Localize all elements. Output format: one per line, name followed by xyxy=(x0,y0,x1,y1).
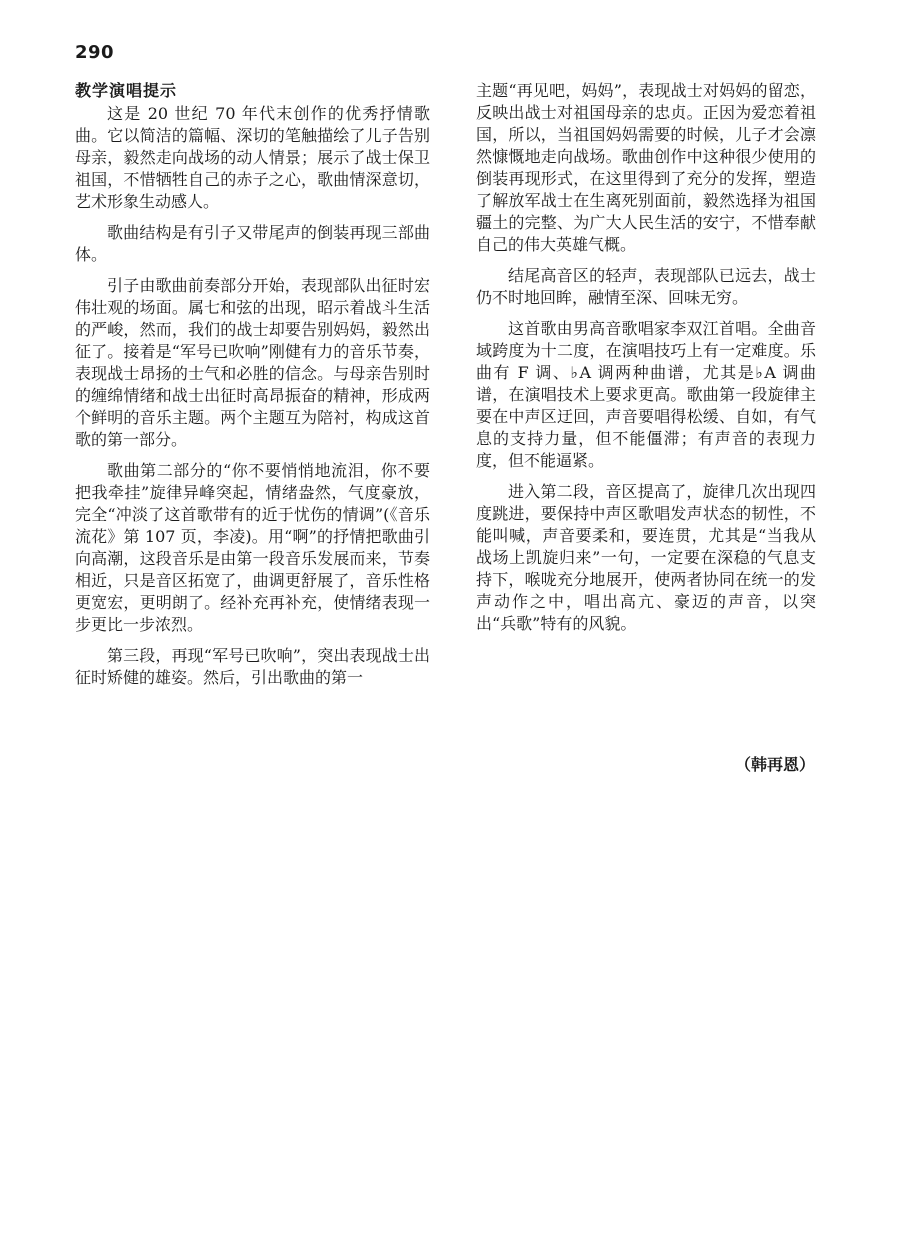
paragraph: 进入第二段，音区提高了，旋律几次出现四度跳进，要保持中声区歌唱发声状态的韧性，不能叫喊，声音要柔和，要连贯，尤其是“当我从战场上凯旋归来”一句，一定要在深稳的气息支持下，喉咙充分地展开，使两者协同在统一的发声动作之中，唱出高亢、豪迈的声音，以突出“兵歌”特有的风貌。 xyxy=(476,482,816,633)
paragraph: 这首歌由男高音歌唱家李双江首唱。全曲音域跨度为十二度，在演唱技巧上有一定难度。乐曲有 F 调、♭A 调两种曲谱，尤其是♭A 调曲谱，在演唱技术上要求更高。歌曲第一段旋律主要在中声区迂回，声音要唱得松缓、自如，有气息的支持力量，但不能僵滞；有声音的表现力度，但不能逼紧。 xyxy=(476,319,816,470)
paragraph: 歌曲结构是有引子又带尾声的倒装再现三部曲体。 xyxy=(75,223,430,264)
paragraph-continued: 主题“再见吧，妈妈”，表现战士对妈妈的留恋，反映出战士对祖国母亲的忠贞。正因为爱恋着祖国，所以，当祖国妈妈需要的时候，儿子才会凛然慷慨地走向战场。歌曲创作中这种很少使用的倒装再现形式，在这里得到了充分的发挥，塑造了解放军战士在生离死别面前，毅然选择为祖国疆土的完整、为广大人民生活的安宁，不惜奉献自己的伟大英雄气概。 xyxy=(476,81,816,254)
paragraph: 引子由歌曲前奏部分开始，表现部队出征时宏伟壮观的场面。属七和弦的出现，昭示着战斗生活的严峻，然而，我们的战士却要告别妈妈，毅然出征了。接着是“军号已吹响”刚健有力的音乐节奏，表现战士昂扬的士气和必胜的信念。与母亲告别时的缠绵情绪和战士出征时高昂振奋的精神，形成两个鲜明的音乐主题。两个主题互为陪衬，构成这首歌的第一部分。 xyxy=(75,276,430,449)
paragraph: 结尾高音区的轻声，表现部队已远去，战士仍不时地回眸，融情至深、回味无穷。 xyxy=(476,266,816,307)
paragraph: 这是 20 世纪 70 年代末创作的优秀抒情歌曲。它以简洁的篇幅、深切的笔触描绘了儿子告别母亲，毅然走向战场的动人情景；展示了战士保卫祖国，不惜牺牲自己的赤子之心，歌曲情深意切，艺术形象生动感人。 xyxy=(75,104,430,211)
paragraph: 歌曲第二部分的“你不要悄悄地流泪，你不要把我牵挂”旋律异峰突起，情绪盎然，气度豪放，完全“冲淡了这首歌带有的近于忧伤的情调”(《音乐流花》第 107 页，李凌)。用“啊”的抒情把歌曲引向高潮，这段音乐是由第一段音乐发展而来，节奏相近，只是音区拓宽了，曲调更舒展了，音乐性格更宽宏，更明朗了。经补充再补充，使情绪表现一步更比一步浓烈。 xyxy=(75,461,430,634)
author-signature: （韩再恩） xyxy=(735,755,816,774)
page-number: 290 xyxy=(75,42,115,63)
paragraph: 第三段，再现“军号已吹响”，突出表现战士出征时矫健的雄姿。然后，引出歌曲的第一 xyxy=(75,646,430,687)
left-column xyxy=(75,103,430,698)
section-heading: 教学演唱提示 xyxy=(75,81,178,100)
right-column xyxy=(476,80,816,644)
